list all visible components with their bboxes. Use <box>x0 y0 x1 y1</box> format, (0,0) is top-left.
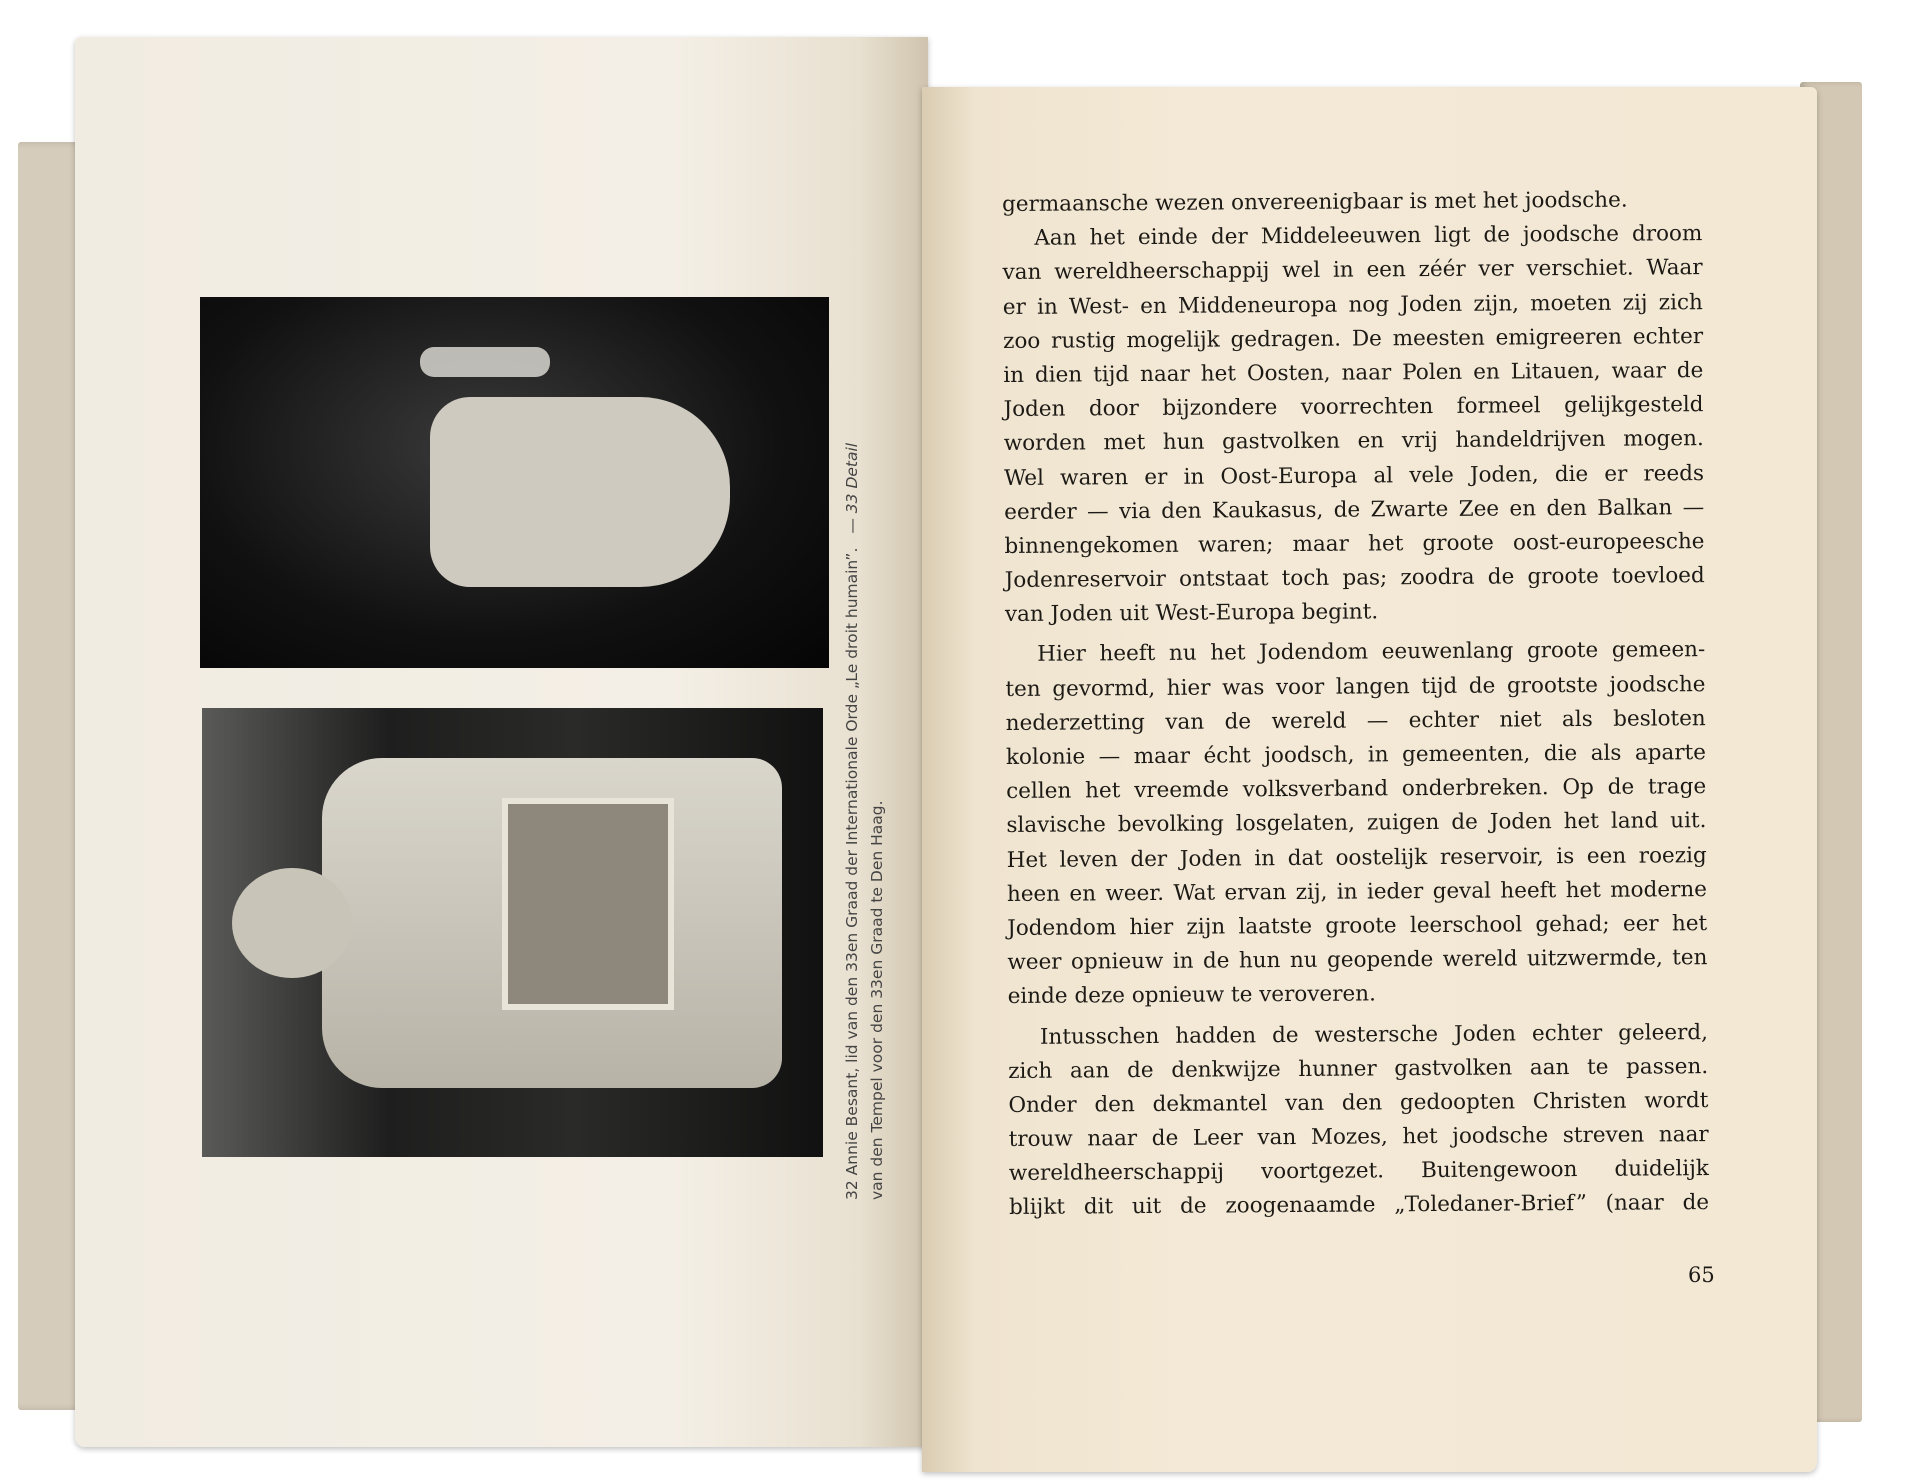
text-line: eerder — via den Kaukasus, de Zwarte Zee en den Balkan — <box>1004 494 1705 525</box>
text-line: heen en weer. Wat ervan zij, in ieder geval heeft het moderne <box>1006 876 1708 907</box>
text-line: in dien tijd naar het Oosten, naar Polen en Litauen, waar de <box>1003 358 1704 388</box>
text-line: Wel waren er in Oost-Europa al vele Joden, die er reeds <box>1003 460 1705 491</box>
text-line: cellen het vreemde volksverband onderbreken. Op de trage <box>1006 774 1707 805</box>
text-line: wereldheerschappij voortgezet. Buitengewoon duidelijk <box>1008 1156 1709 1187</box>
temple-banner <box>430 397 730 587</box>
text-line: germaansche wezen onvereenigbaar is met het joodsche. <box>1002 187 1628 217</box>
text-line: van wereldheerschappij wel in een zéér ver verschiet. Waar <box>1002 255 1703 286</box>
text-line: einde deze opnieuw te veroveren. <box>1007 981 1376 1010</box>
text-line: Hier heeft nu het Jodendom eeuwenlang groote gemeen- <box>1037 637 1706 668</box>
caption-line-1-tail: — 33 Detail <box>843 442 861 534</box>
text-line: slavische bevolking losgelaten, zuigen de Joden het land uit. <box>1006 808 1707 839</box>
text-line: binnengekomen waren; maar het groote oost-europeesche <box>1004 528 1705 559</box>
page-number: 65 <box>1688 1263 1715 1287</box>
caption-line-2: van den Tempel voor den 33en Graad te Den Haag. <box>868 800 886 1200</box>
text-line: blijkt dit uit de zoogenaamde „Toledaner-Brief” (naar de <box>1009 1190 1710 1221</box>
text-line: Jodenreservoir ontstaat toch pas; zoodra de groote toevloed <box>1004 563 1705 594</box>
text-line: weer opnieuw in de hun nu geopende wereld uitzwermde, ten <box>1007 945 1708 976</box>
text-line: kolonie — maar écht joodsch, in gemeenten, die als aparte <box>1005 740 1707 770</box>
text-line: zoo rustig mogelijk gedragen. De meesten emigreeren echter <box>1002 323 1704 354</box>
text-line: trouw naar de Leer van Mozes, het joodsche streven naar <box>1008 1122 1709 1153</box>
text-line: worden met hun gastvolken en vrij handeldrijven mogen. <box>1003 426 1704 457</box>
text-line: Aan het einde der Middeleeuwen ligt de joodsche droom <box>1034 221 1703 251</box>
text-line: nederzetting van de wereld — echter niet als besloten <box>1005 705 1706 736</box>
photo-caption <box>840 300 890 1200</box>
text-line: Joden door bijzondere voorrechten formeel gelijkgesteld <box>1003 392 1704 423</box>
body-text <box>1002 183 1709 1225</box>
text-line: Het leven der Joden in dat oostelijk reservoir, is een roezig <box>1006 842 1707 873</box>
portrait-head <box>232 868 352 978</box>
text-line: ten gevormd, hier was voor langen tijd de grootste joodsche <box>1005 671 1706 702</box>
photo-annie-besant <box>202 708 823 1157</box>
text-line: Jodendom hier zijn laatste groote leerschool gehad; eer het <box>1007 911 1708 941</box>
caption-line-1: 32 Annie Besant, lid van den 33en Graad der Internationale Orde „Le droit humain”. <box>843 547 861 1200</box>
skeleton-figure <box>420 347 550 377</box>
text-line: zich aan de denkwijze hunner gastvolken aan te passen. <box>1008 1053 1709 1084</box>
text-line: Onder den dekmantel van den gedoopten Christen wordt <box>1008 1087 1709 1118</box>
text-line: Intusschen hadden de westersche Joden echter geleerd, <box>1039 1019 1708 1050</box>
text-line: van Joden uit West-Europa begint. <box>1004 599 1379 628</box>
masonic-apron <box>502 798 674 1010</box>
text-line: er in West- en Middeneuropa nog Joden zijn, moeten zij zich <box>1002 289 1703 320</box>
photo-temple-detail <box>200 297 829 668</box>
